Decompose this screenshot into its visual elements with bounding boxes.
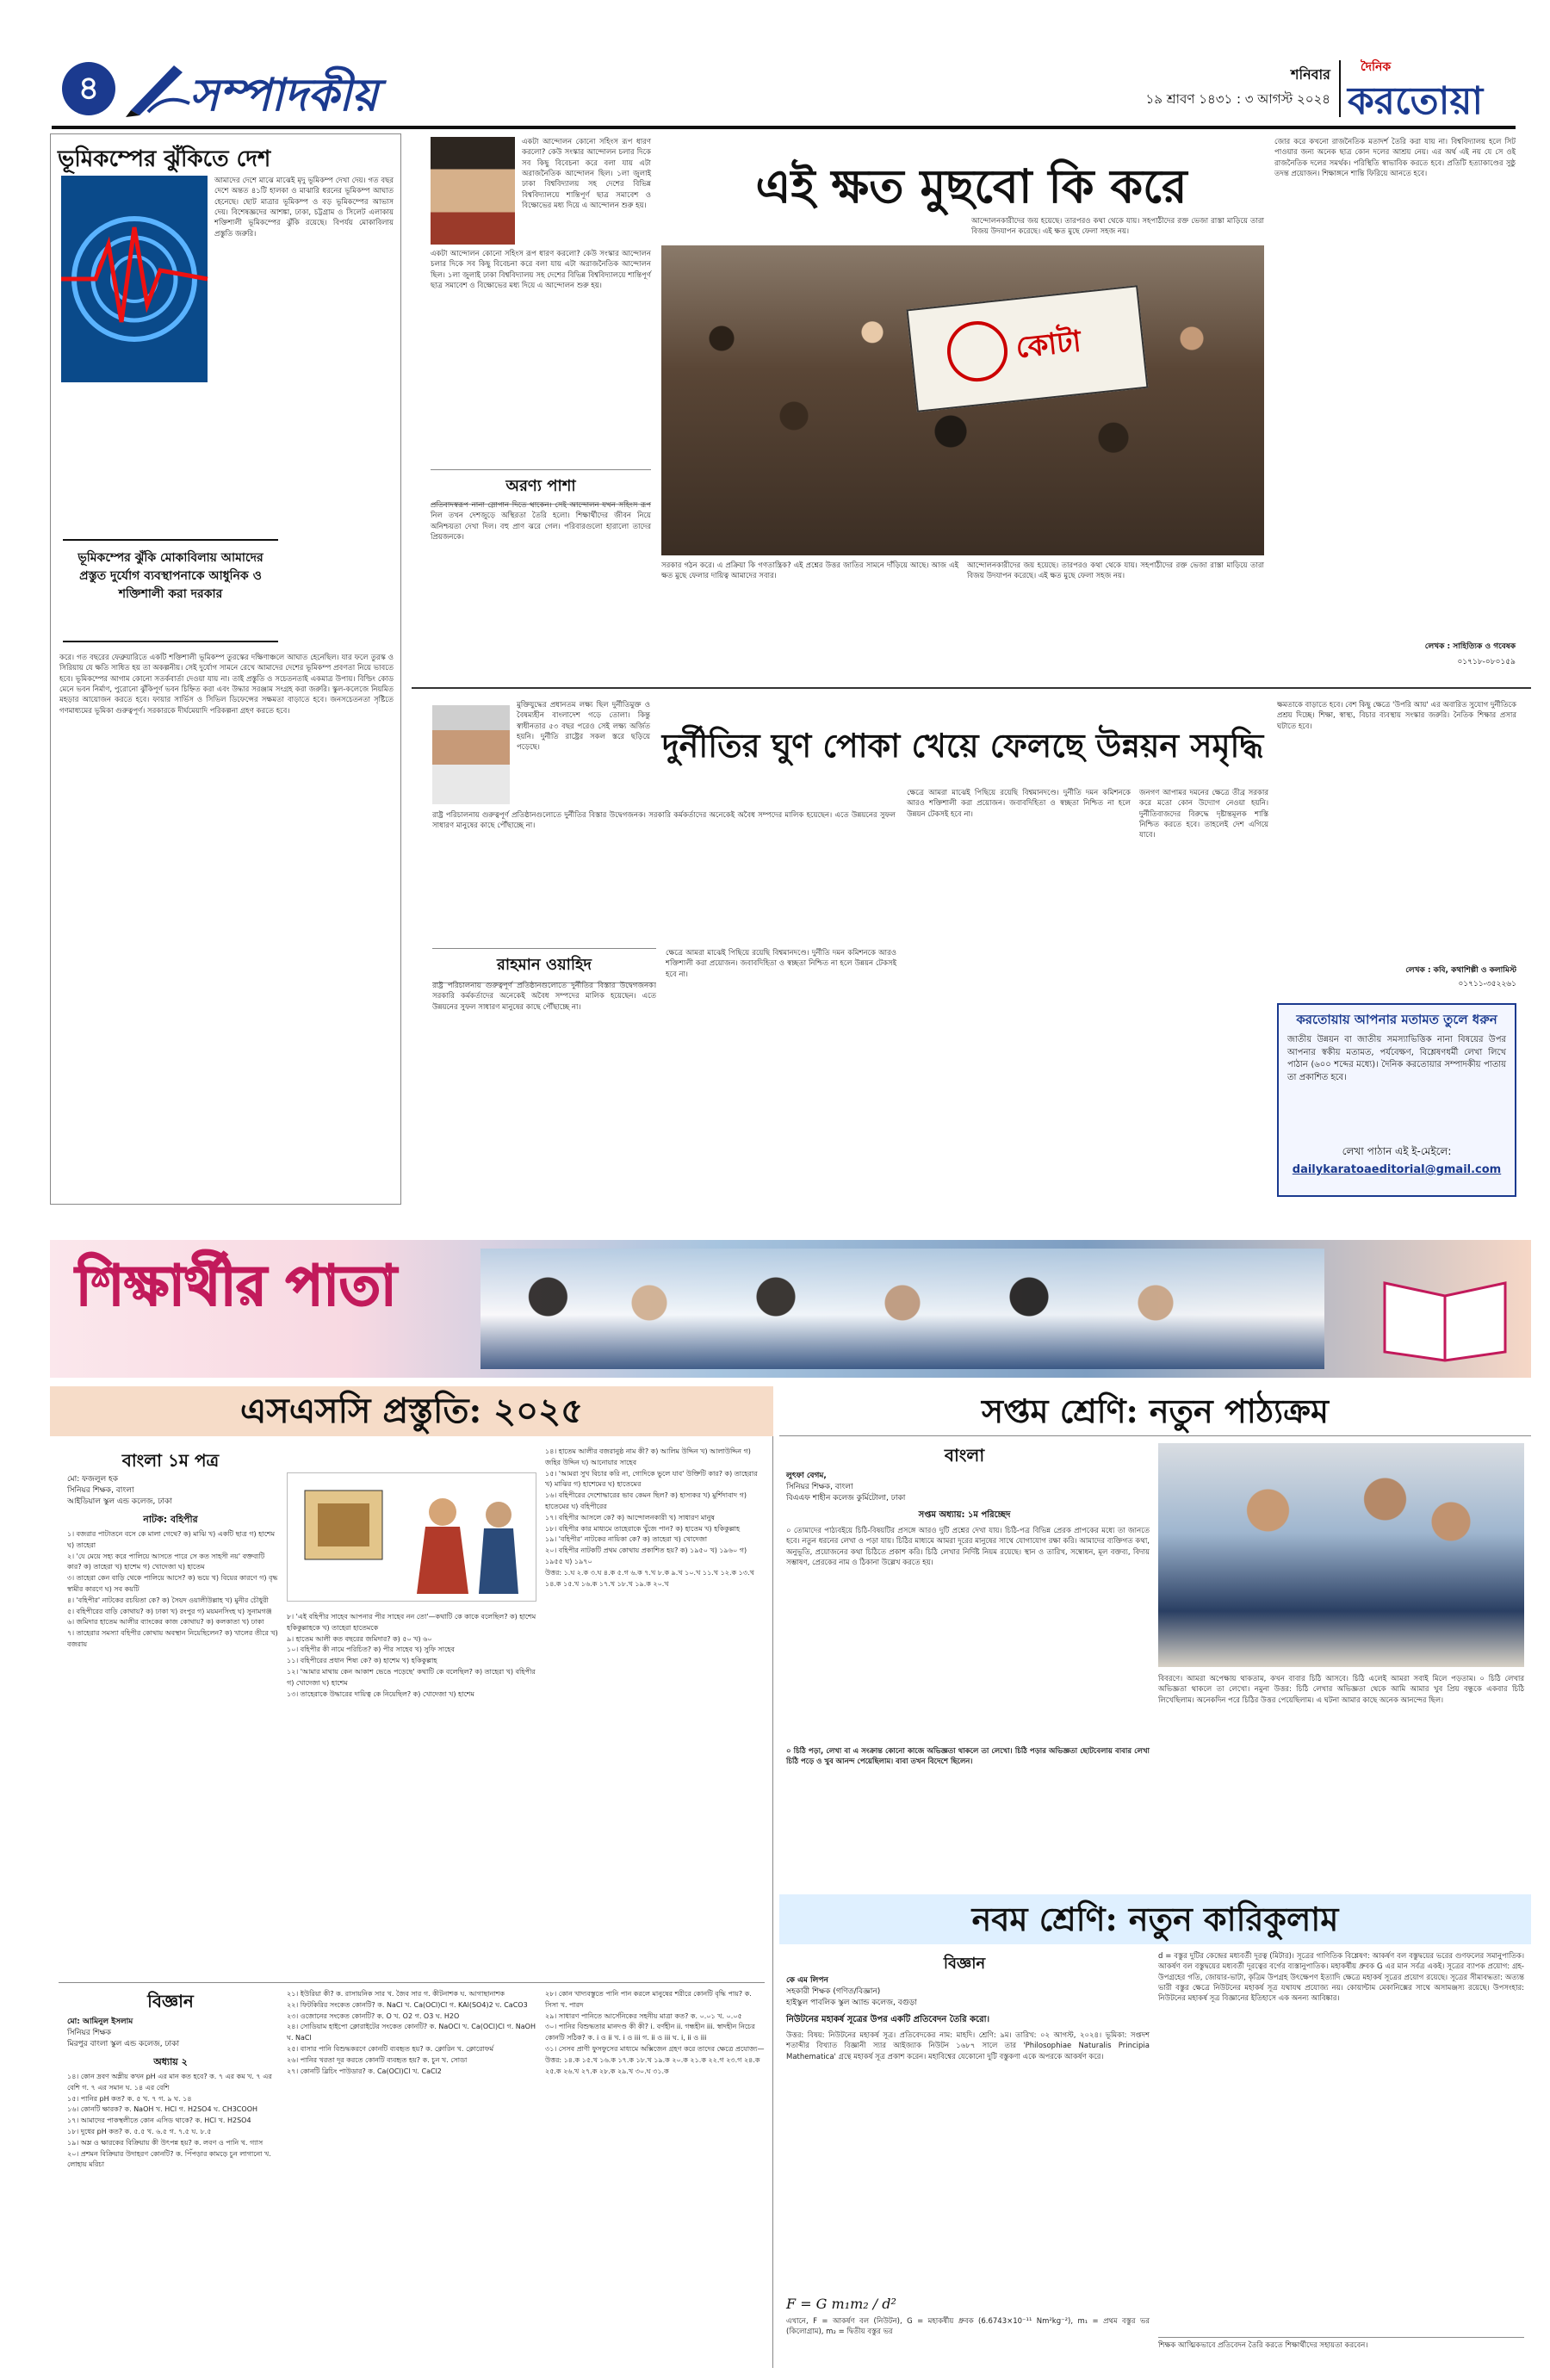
students-photo — [1158, 1443, 1524, 1667]
pen-icon — [122, 59, 191, 119]
science-school: মিরপুর বাংলা স্কুল এন্ড কলেজ, ঢাকা — [67, 2040, 180, 2048]
banner-title: শিক্ষার্থীর পাতা — [76, 1254, 397, 1318]
bangla-author: মো: ফজলুল হক — [67, 1475, 119, 1484]
science-topic: অধ্যায় ২ — [153, 2056, 188, 2067]
science-q1: ১৪। কোন দ্রবণ অম্লীয় কখন pH এর মান কত হবে? ক. ৭ এর কম খ. ৭ এর বেশি গ. ৭ এর সমান ঘ. ১৪ এর বেশি ১৫। পানির pH কত? ক. ৫ খ. ৭ গ. ৯ ঘ. ১৪ ১৬। কোনটি ক্ষারক? ক. NaOH খ. HCl গ. H2SO4 ঘ. CH3COOH ১৭। আমাদের পাকস্থলীতে কোন এসিড থাকে? ক. HCl খ. H2SO4 ১৮। দুধের pH কত? ক. ৫.৫ খ. ৬.৫ গ. ৭.৫ ঘ. ৮.৫ ১৯। অম্ল ও ক্ষারকের বিক্রিয়ায় কী উৎপন্ন হয়? ক. লবণ ও পানি খ. গ্যাস ২০। প্রশমন বিক্রিয়ার উদাহরণ কোনটি? ক. পিঁপড়ার কামড়ে চুন লাগানো খ. লোহায় মরিচা — [67, 2073, 272, 2169]
placard-text: কোটা — [1014, 324, 1083, 366]
article-divider — [412, 687, 1531, 689]
science-q3: ২৮। কোন খাদ্যবস্তুতে পানি পান করলে মানুষের শরীরে কোনটি বৃদ্ধি পায়? ক. সিসা খ. পারদ ২৯। সাধারণ পানিতে আর্সেনিকের সহনীয় মাত্রা কত? ক. ০.০১ খ. ০.০৫ ৩০। পানির বিশুদ্ধতার মানদণ্ড কী কী? i. বর্ণহীন ii. গন্ধহীন iii. স্বাদহীন নিচের কোনটি সঠিক? ক. i ও ii খ. i ও iii গ. ii ও iii ঘ. i, ii ও iii ৩১। সেসব প্রাণী ফুসফুসের মাধ্যমে অক্সিজেন গ্রহণ করে তাদের ক্ষেত্রে প্রযোজ্য— উত্তর: ১৪.ক ১৫.খ ১৬.ক ১৭.ক ১৮.খ ১৯.ক ২০.ক ২১.ক ২২.গ ২৩.গ ২৪.ক ২৫.ক ২৬.খ ২৭.ক ২৮.ক ২৯.খ ৩০.ঘ ৩১.ক — [545, 1990, 765, 2075]
second-col3: ক্ষেত্রে আমরা মাঝেই পিছিয়ে রয়েছি বিশ্বমানদণ্ডে। দুর্নীতি দমন কমিশনকে আরও শক্তিশালী করা প্রয়োজন। জবাবদিহিতা ও স্বচ্ছতা নিশ্চিত না হলে উন্নয়ন টেকসই হবে না। — [907, 789, 1131, 819]
class7-body: ০ তোমাদের পাঠ্যবইয়ে চিঠি-বিষয়টির প্রসঙ্গে আরও দুটি প্রশ্নের দেখা যায়। চিঠি-পত্র বিভিন্ন প্রেরক প্রাপকের মধ্যে তা জানতে হবে। নতুন ধরনের লেখা ও পড়া যায়। চিঠির মাধ্যমে আমরা দূরের মানুষের সাথে যোগাযোগ রক্ষা করি। আমাদের ব্যক্তিগত কথা, অনুভূতি, প্রয়োজনের কথা চিঠিতে প্রকাশ করি। চিঠি লেখার নির্দিষ্ট নিয়ম রয়েছে। স্থান ও তারিখ, সম্বোধন, মূল বক্তব্য, বিদায় সম্ভাষণ, প্রেরকের নাম ও ঠিকানা উল্লেখ করতে হয়। — [786, 1527, 1150, 1567]
second-col2: রাষ্ট্র পরিচালনায় গুরুত্বপূর্ণ প্রতিষ্ঠানগুলোতে দুর্নীতির বিস্তার উদ্বেগজনক। সরকারি কর্মকর্তাদের অনেকেই অবৈধ সম্পদের মালিক হয়েছেন। এতে উন্নয়নের সুফল সাধারণ মানুষের কাছে পৌঁছাচ্ছে না। — [432, 982, 656, 1012]
left-text-bottom: করে। গত বছরের ফেব্রুয়ারিতে একটি শক্তিশালী ভূমিকম্প তুরস্কের দক্ষিণাঞ্চলে আঘাত হেনেছিল। যার ফলে তুরস্ক ও সিরিয়ায় যে ক্ষতি সাধিত হয় তা অকল্পনীয়। সেই দুর্যোগ সামনে রেখে আমাদের দেশের ভূমিকম্প প্রবণতা নিয়ে ভাবতে হবে। ভূমিকম্পের আগাম কোনো সতর্কবার্তা দেওয়া যায় না। তাই প্রস্তুতি ও সচেতনতাই একমাত্র উপায়। বিল্ডিং কোড মেনে ভবন নির্মাণ, পুরোনো ঝুঁকিপূর্ণ ভবন চিহ্নিত করা এবং উদ্ধার সরঞ্জাম সংগ্রহ করা জরুরি। স্কুল-কলেজে নিয়মিত মহড়ার আয়োজন করতে হবে। ফায়ার সার্ভিস ও সিভিল ডিফেন্সের সক্ষমতা বাড়াতে হবে। জনসচেতনতা সৃষ্টিতে গণমাধ্যমের ভূমিকা গুরুত্বপূর্ণ। সরকারকে দীর্ঘমেয়াদি পরিকল্পনা গ্রহণ করতে হবে। — [59, 654, 394, 716]
second-phone: ০১৭১১-৩৫২২৬১ — [1458, 980, 1516, 989]
banner-students-photo — [480, 1249, 1324, 1369]
lead-col3: সরকার গঠন করে। এ প্রক্রিয়া কি গণতান্ত্রিক? এই প্রশ্নের উত্তর জাতির সামনে দাঁড়িয়ে আছে। আজ এই ক্ষত মুছে ফেলার দায়িত্ব আমাদের সবার। — [661, 561, 958, 581]
bangla-q3: ১৪। হাতেম আলীর বজরানুষ্ঠ নাম কী? ক) আলিম উদ্দিন খ) আলাউদ্দিন গ) জহির উদ্দিন ঘ) আনোয়ার সাহেব ১৫। 'আমরা সুখ বিচার করি না, গোদিকে ভুলে যাব' উক্তিটি কার? ক) তাহেরার খ) মাঝির গ) হাশেমের ঘ) হাতেমের ১৬। বহিপীরের দেশোদ্ধারের ভাব কেমন ছিল? ক) হাস্যকর খ) মুর্শিদাবাদ গ) হাতেমের ঘ) বহিপীরের ১৭। বহিপীর আসলে কে? ক) আন্দোলনকারী খ) সাধারণ মানুষ ১৮। বহিপীর কার মাধ্যমে তাহেরাকে খুঁজে পান? ক) হাতেম খ) হকিকুল্লাহ ১৯। 'বহিপীর' নাটকের নায়িকা কে? ক) তাহেরা খ) খোদেজা ২০। বহিপীর নাটকটি প্রথম কোথায় প্রকাশিত হয়? ক) ১৯৫০ খ) ১৯৬০ গ) ১৯৫৫ ঘ) ১৯৭০ উত্তর: ১.ঘ ২.ক ৩.ঘ ৪.ক ৫.গ ৬.ক ৭.খ ৮.ক ৯.খ ১০.খ ১১.খ ১২.ক ১৩.খ ১৪.ক ১৫.খ ১৬.ক ১৭.খ ১৮.খ ১৯.ক ২০.খ — [545, 1447, 758, 1588]
pullquote: ভূমিকম্পের ঝুঁকি মোকাবিলায় আমাদের প্রস্তুত দুর্যোগ ব্যবস্থাপনাকে আধুনিক ও শক্তিশালী করা দরকার — [63, 539, 278, 642]
issue-day: শনিবার — [1291, 66, 1330, 83]
drama-illustration-icon — [288, 1473, 537, 1602]
second-col1: মুক্তিযুদ্ধের প্রধানতম লক্ষ্য ছিল দুর্নীতিমুক্ত ও বৈষম্যহীন বাংলাদেশ গড়ে তোলা। কিন্তু স্বাধীনতার ৫৩ বছর পরেও সেই লক্ষ্য অর্জিত হয়নি। দুর্নীতি রাষ্ট্রের সকল স্তরে ছড়িয়ে পড়েছে। — [517, 701, 650, 753]
class7-school: বিএএফ শাহীন কলেজ কুর্মিটোলা, ঢাকা — [786, 1494, 906, 1503]
bangla-desig: সিনিয়র শিক্ষক, বাংলা — [67, 1486, 134, 1495]
paper-small-label: দৈনিক — [1361, 60, 1392, 74]
page-number-badge: ৪ — [62, 62, 115, 115]
masthead — [52, 50, 1516, 129]
class7-section — [779, 1386, 1531, 1894]
class9-desig: সহকারী শিক্ষক (গণিত/বিজ্ঞান) — [786, 1987, 881, 1996]
lead-author: অরণ্য পাশা — [431, 469, 651, 505]
science-author: মো: আমিনুল ইসলাম — [67, 2017, 133, 2026]
class9-formula: F = G m₁m₂ / d² — [786, 2296, 896, 2312]
second-author-photo — [432, 705, 510, 804]
class9-footnote: শিক্ষক আত্মিকভাবে প্রতিবেদন তৈরি করতে শিক্ষার্থীদের সহায়তা করবেন। — [1158, 2337, 1524, 2363]
class9-author: কে এম লিপন — [786, 1976, 828, 1985]
class7-heading: সপ্তম শ্রেণি: নতুন পাঠ্যক্রম — [779, 1386, 1531, 1436]
lead-article — [412, 133, 1531, 685]
class9-subject: বিজ্ঞান — [943, 1955, 986, 1973]
student-banner — [50, 1240, 1531, 1378]
seismograph-icon — [61, 176, 208, 382]
earthquake-graphic — [61, 176, 208, 382]
class9-school: হাইস্কুল পাবলিক স্কুল অ্যান্ড কলেজ, বগুড়া — [786, 1999, 917, 2007]
lead-top-right-text: আন্দোলনকারীদের জয় হয়েছে। তারপরও কথা থেকে যায়। সহপাঠীদের রক্ত ভেজা রাস্তা মাড়িয়ে তারা বিজয় উদযাপন করেছে। এই ক্ষত মুছে ফেলা সহজ নয়। — [971, 217, 1264, 237]
ssc-section — [50, 1386, 773, 2368]
ssc-divider — [59, 1982, 765, 1983]
left-column — [50, 133, 401, 1205]
second-author: রাহমান ওয়াহিদ — [432, 948, 656, 983]
masthead-divider — [1339, 60, 1341, 117]
contact-box-title: করতোয়ায় আপনার মতামত তুলে ধরুন — [1296, 1012, 1497, 1027]
class9-body: উত্তর: বিষয়: নিউটনের মহাকর্ষ সূত্র। প্রতিবেদকের নাম: মাহদি। শ্রেণি: ৯ম। তারিখ: ০২ আগস্ট, ২০২৪। ভূমিকা: সপ্তদশ শতাব্দীর বিখ্যাত বিজ্ঞানী স্যার আইজ্যাক নিউটন ১৬৮৭ সালে তার 'Philosophiae Naturalis Principia Mathematica' গ্রন্থে মহাকর্ষ সূত্র প্রকাশ করেন। মহাবিশ্বের যেকোনো দুটি বস্তুকণা একে অপরকে আকর্ষণ করে। — [786, 2031, 1150, 2061]
contact-box-body: জাতীয় উন্নয়ন বা জাতীয় সমস্যাভিত্তিক নানা বিষয়ের উপর আপনার স্বকীয় মতামত, পর্যবেক্ষণ, বিশ্লেষণধর্মী লেখা লিখে পাঠান (৬০০ শব্দের মধ্যে)। দৈনিক করতোয়ার সম্পাদকীয় পাতায় তা প্রকাশিত হবে। — [1287, 1035, 1506, 1082]
bangla-q1: ১। বজরার পাটাতনে বসে কে মালা গেথে? ক) মাঝি খ) একটি ছাত্র গ) হাশেম ঘ) তাহেরা ২। 'যে মেয়ে সহ্য করে পালিয়ে আসতে পারে সে কত সাহসী নয়' বক্তব্যটি কার? ক) তাহেরা খ) হাশেম গ) খোদেজা ঘ) হাতেম ৩। তাহেরা কেন বাড়ি থেকে পালিয়ে আসে? ক) ভয়ে খ) বিয়ের কারণে গ) বৃদ্ধ স্বামীর কারণে ঘ) সব কয়টি ৪। 'বহিপীর' নাটকের রচয়িতা কে? ক) সৈয়দ ওয়ালীউল্লাহ খ) মুনীর চৌধুরী ৫। বহিপীরের বাড়ি কোথায়? ক) ঢাকা খ) রংপুর গ) ময়মনসিংহ ঘ) সুনামগঞ্জ ৬। জমিদার হাতেম আলীর ব্যাংকের কাজ কোথায়? ক) কলকাতা খ) ঢাকা ৭। তাহেরার সমস্যা বহিপীর কোথায় অবস্থান নিয়েছিলেন? ক) খালের তীরে খ) বজরায় — [67, 1530, 278, 1648]
paper-logo: করতোয়া — [1348, 79, 1484, 123]
lead-col5: জোর করে কখনো রাজনৈতিক মতাদর্শ তৈরি করা যায় না। বিশ্ববিদ্যালয় হলে সিট পাওয়ার জন্য অনেক ছাত্র কোন দলের আশ্রয় নেয়। এর অর্থ এই নয় যে সে ওই রাজনৈতিক দলের সমর্থক। পরিস্থিতি স্বাভাবিক করতে হবে। প্রতিটি হত্যাকাণ্ডের সুষ্ঠু তদন্ত প্রয়োজন। শিক্ষাঙ্গনে শান্তি ফিরিয়ে আনতে হবে। — [1274, 138, 1516, 178]
class7-subject: বাংলা — [944, 1445, 985, 1466]
science-desig: সিনিয়র শিক্ষক — [67, 2029, 112, 2037]
class9-formula-note: এখানে, F = আকর্ষণ বল (নিউটন), G = মহাকর্ষীয় ধ্রুবক (6.6743×10⁻¹¹ Nm²kg⁻²), m₁ = প্রথম বস্তুর ভর (কিলোগ্রাম), m₂ = দ্বিতীয় বস্তুর ভর — [786, 2317, 1150, 2337]
bangla-topic: নাটক: বহিপীর — [143, 1514, 198, 1525]
ssc-heading: এসএসসি প্রস্তুতি: ২০২৫ — [50, 1386, 773, 1436]
lead-col3b: আন্দোলনকারীদের জয় হয়েছে। তারপরও কথা থেকে যায়। সহপাঠীদের রক্ত ভেজা রাস্তা মাড়িয়ে তারা বিজয় উদযাপন করেছে। এই ক্ষত মুছে ফেলা সহজ নয়। — [967, 561, 1264, 581]
second-col4: জনগণ আপামর দমনের ক্ষেত্রে তীব্র সরকার করে মতো কোন উদ্যোগ নেওয়া হয়নি। দুর্নীতিবাজদের বিরুদ্ধে দৃষ্টান্তমূলক শাস্তি নিশ্চিত করতে হবে। তাহলেই দেশ এগিয়ে যাবে। — [1139, 789, 1268, 840]
lead-col1: একটা আন্দোলন কোনো সহিংস রূপ ধারণ করলো? কেউ সংস্কার আন্দোলন চলার দিকে সব কিছু বিবেচনা করে বলা যায় এটা অরাজনৈতিক আন্দোলন ছিল। ১লা জুলাই ঢাকা বিশ্ববিদ্যালয় সহ দেশের বিভিন্ন বিশ্ববিদ্যালয়ে শান্তিপূর্ণ ছাত্র সমাবেশ ও বিক্ষোভের মধ্য দিয়ে এ আন্দোলন শুরু হয়। — [522, 138, 651, 210]
lead-phone: ০১৭১৮-০৮০১৫৯ — [1457, 658, 1516, 666]
second-col5: ক্ষমতাকে বাড়াতে হবে। বেশ কিছু ক্ষেত্রে 'উপরি আয়' এর অবারিত সুযোগ দুর্নীতিকে প্রশ্রয় দিচ্ছে। শিক্ষা, স্বাস্থ্য, বিচার ব্যবস্থায় সংস্কার জরুরি। নৈতিক শিক্ষার প্রসার ঘটাতে হবে। — [1277, 701, 1516, 731]
class7-body3: বিবরণে। আমরা অপেক্ষায় থাকতাম, কখন বাবার চিঠি আসবে। চিঠি এলেই আমরা সবাই মিলে পড়তাম। ০ চিঠি লেখার অভিজ্ঞতা থাকলে তা লেখো। নমুনা উত্তর: চিঠি লেখার অভিজ্ঞতা থেকে আমি আমার খুব প্রিয় বন্ধুকে একবার চিঠি লিখেছিলাম। অনেকদিন পরে চিঠির উত্তর পেয়েছিলাম। এ ঘটনা আমার কাছে অনেক আনন্দের ছিল। — [1158, 1675, 1524, 1705]
class7-author: লুৎফা বেগম, — [786, 1472, 827, 1480]
placard-circle — [945, 319, 1011, 385]
bangla-school: আইডিয়াল স্কুল এন্ড কলেজ, ঢাকা — [67, 1497, 172, 1506]
protest-placard — [906, 285, 1148, 412]
bangla-title: বাংলা ১ম পত্র — [121, 1450, 220, 1471]
lead-headline: এই ক্ষত মুছবো কি করে — [755, 158, 1187, 214]
second-byline: লেখক : কবি, কথাশিল্পী ও কলামিস্ট — [1405, 966, 1516, 975]
second-headline: দুর্নীতির ঘুণ পোকা খেয়ে ফেলছে উন্নয়ন সমৃদ্ধি — [661, 726, 1264, 765]
lead-col2: প্রতিবাদস্বরূপ নানা স্লোগান দিতে থাকেন। সেই আন্দোলন যখন সহিংস রূপ নিল তখন দেশজুড়ে অস্থিরতা তৈরি হলো। শিক্ষার্থীদের জীবন নিয়ে অনিশ্চয়তা দেখা দিল। বহু প্রাণ ঝরে গেল। পরিবারগুলো হারালো তাদের প্রিয়জনকে। — [431, 501, 651, 542]
science-title: বিজ্ঞান — [147, 1991, 194, 2011]
contact-email-label: লেখা পাঠান এই ই-মেইলে: — [1342, 1145, 1452, 1157]
left-article-title: ভূমিকম্পের ঝুঁকিতে দেশ — [58, 146, 271, 172]
author-photo — [431, 137, 515, 245]
section-title: সম্পাদকীয় — [189, 69, 378, 121]
class7-desig: সিনিয়র শিক্ষক, বাংলা — [786, 1483, 853, 1491]
class7-chapter: সপ্তম অধ্যায়: ১ম পরিচ্ছেদ — [918, 1510, 1011, 1520]
second-col1b: রাষ্ট্র পরিচালনায় গুরুত্বপূর্ণ প্রতিষ্ঠানগুলোতে দুর্নীতির বিস্তার উদ্বেগজনক। সরকারি কর্মকর্তাদের অনেকেই অবৈধ সম্পদের মালিক হয়েছেন। এতে উন্নয়নের সুফল সাধারণ মানুষের কাছে পৌঁছাচ্ছে না। — [432, 811, 896, 831]
class9-heading: নবম শ্রেণি: নতুন কারিকুলাম — [779, 1894, 1531, 1944]
class9-section — [779, 1894, 1531, 2368]
protest-photo — [661, 245, 1264, 555]
class7-body2: ০ চিঠি পড়া, লেখা বা এ সংক্রান্ত কোনো কাজে অভিজ্ঞতা থাকলে তা লেখো। চিঠি পড়ার অভিজ্ঞতা ছোটবেলায় বাবার লেখা চিঠি পড়ে ও খুব আনন্দ পেয়েছিলাম। বাবা তখন বিদেশে ছিলেন। — [786, 1747, 1150, 1767]
class9-topic: নিউটনের মহাকর্ষ সূত্রের উপর একটি প্রতিবেদন তৈরি করো। — [786, 2015, 990, 2024]
book-icon — [1376, 1257, 1514, 1360]
science-q2: ২১। ইউরিয়া কী? ক. রাসায়নিক সার খ. জৈব সার গ. কীটনাশক ঘ. আগাছানাশক ২২। ফিটকিরির সংকেত কোনটি? ক. NaCl খ. Ca(OCl)Cl গ. KAl(SO4)2 ঘ. CaCO3 ২৩। ওজোনের সংকেত কোনটি? ক. O খ. O2 গ. O3 ঘ. H2O ২৪। সোডিয়াম হাইপো ক্লোরাইটের সংকেত কোনটি? ক. NaOCl খ. Ca(OCl)Cl গ. NaOH ঘ. NaCl ২৫। বাসার পানি বিশুদ্ধকরণে কোনটি ব্যবহৃত হয়? ক. ক্লোরিন খ. ক্লোরোফর্ম ২৬। পানির খরতা দূর করতে কোনটি ব্যবহৃত হয়? ক. চুন খ. সোডা ২৭। কোনটি ব্লিচিং পাউডার? ক. Ca(OCl)Cl খ. CaCl2 — [287, 1990, 536, 2075]
lead-byline: লেখক : সাহিত্যিক ও গবেষক — [1424, 642, 1516, 651]
class9-right: d = বস্তুর দুটির কেন্দ্রের মধ্যবর্তী দূরত্ব (মিটার)। সূত্রের গাণিতিক বিশ্লেষণ: আকর্ষণ বল বস্তুদ্বয়ের ভরের গুণফলের সমানুপাতিক। আকর্ষণ বল বস্তুদ্বয়ের মধ্যবর্তী দূরত্বের বর্গের ব্যস্তানুপাতিক। মহাকর্ষীয় ধ্রুবক G এর মান সর্বত্র একই। সূত্রের ব্যাপক প্রয়োগ: গ্রহ-উপগ্রহের গতি, জোয়ার-ভাটা, কৃত্রিম উপগ্রহ উৎক্ষেপণ ইত্যাদি ক্ষেত্রে মহাকর্ষ সূত্রের প্রয়োগ রয়েছে। সূত্রের সীমাবদ্ধতা: অত্যন্ত ভারী বস্তুর ক্ষেত্রে নিউটনের মহাকর্ষ সূত্র যথাযথ প্রযোজ্য নয়। কোয়ান্টাম মেকানিক্সের সাথে অসামঞ্জস্য রয়েছে। উপসংহার: নিউটনের মহাকর্ষ সূত্র বিজ্ঞানের ইতিহাসে এক অনন্য আবিষ্কার। — [1158, 1952, 1524, 2004]
contact-email[interactable]: dailykaratoaeditorial@gmail.com — [1292, 1163, 1502, 1176]
bangla-q2: ৮। 'এই বহিপীর সাহেব আপনার পীর সাহেব নন তো'—কথাটি কে কাকে বলেছিল? ক) হাশেম হকিকুল্লাহকে খ) তাহেরা হাতেমকে ৯। হাতেম আলী কত বছরের জমিদার? ক) ৫০ খ) ৬০ ১০। বহিপীর কী নামে পরিচিত? ক) পীর সাহেব খ) সুফি সাহেব ১১। বহিপীরের প্রধান শিষ্য কে? ক) হাশেম খ) হকিকুল্লাহ ১২। 'আমার মাথায় কেন আকাশ ভেঙে পড়েছে' কথাটি কে বলেছিল? ক) তাহেরা খ) বহিপীর গ) খোদেজা ঘ) হাশেম ১৩। তাহেরাকে উদ্ধারের দায়িত্ব কে নিয়েছিল? ক) খোদেজা খ) হাশেম — [287, 1613, 536, 1698]
bangla-illustration — [287, 1472, 536, 1602]
lead-col1b: একটা আন্দোলন কোনো সহিংস রূপ ধারণ করলো? কেউ সংস্কার আন্দোলন চলার দিকে সব কিছু বিবেচনা করে বলা যায় এটা অরাজনৈতিক আন্দোলন ছিল। ১লা জুলাই ঢাকা বিশ্ববিদ্যালয় সহ দেশের বিভিন্ন বিশ্ববিদ্যালয়ে শান্তিপূর্ণ ছাত্র সমাবেশ ও বিক্ষোভের মধ্য দিয়ে এ আন্দোলন শুরু হয়। — [431, 250, 651, 290]
issue-date: ১৯ শ্রাবণ ১৪৩১ : ৩ আগস্ট ২০২৪ — [1145, 91, 1330, 107]
contact-box — [1277, 1003, 1516, 1197]
second-col2b: ক্ষেত্রে আমরা মাঝেই পিছিয়ে রয়েছি বিশ্বমানদণ্ডে। দুর্নীতি দমন কমিশনকে আরও শক্তিশালী করা প্রয়োজন। জবাবদিহিতা ও স্বচ্ছতা নিশ্চিত না হলে উন্নয়ন টেকসই হবে না। — [666, 949, 896, 979]
left-text-top: আমাদের দেশে মাঝে মাঝেই মৃদু ভূমিকম্প দেখা দেয়। গত বছর দেশে অন্তত ৪১টি হালকা ও মাঝারি ধরনের ভূমিকম্প আঘাত হেনেছে। ছোট মাত্রার ভূমিকম্প ও বড় ভূমিকম্পের আভাস দেয়। বিশেষজ্ঞদের আশঙ্কা, ঢাকা, চট্টগ্রাম ও সিলেট এলাকায় শক্তিশালী ভূমিকম্পের ঝুঁকি রয়েছে। বিপর্যয় মোকাবিলায় প্রস্তুতি জরুরি। — [214, 177, 394, 239]
second-article — [412, 693, 1531, 1205]
